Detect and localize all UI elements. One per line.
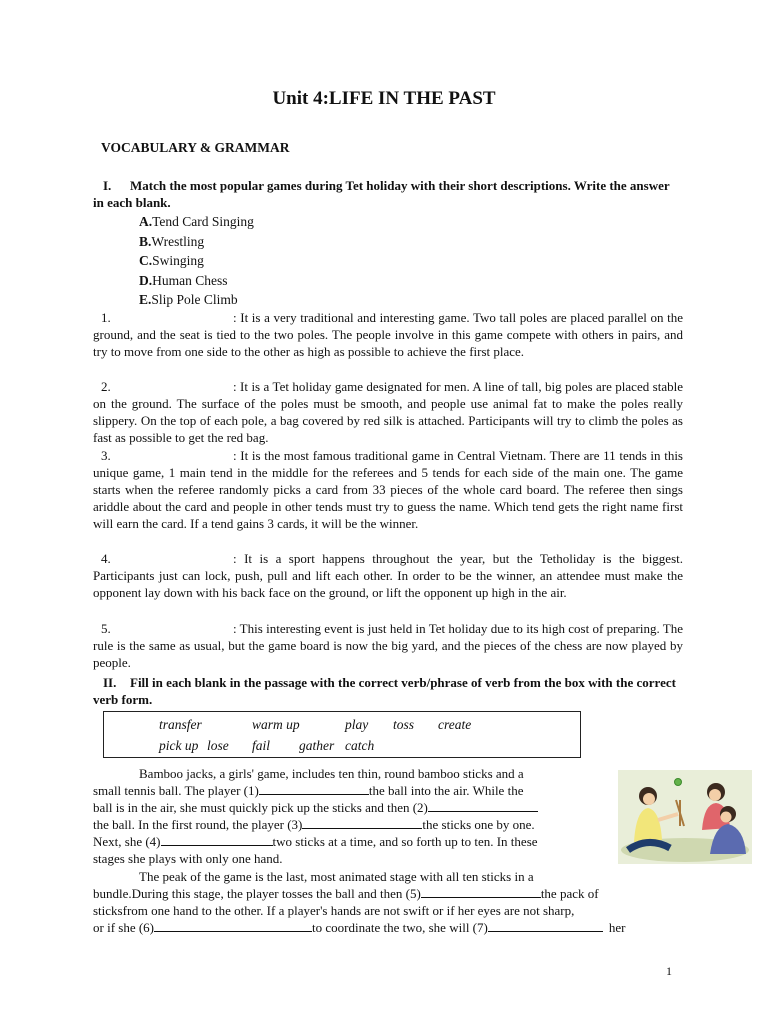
passage-line: stages she plays with only one hand.	[93, 851, 283, 866]
passage-text: her	[608, 920, 626, 935]
exercise-2-instruction	[93, 674, 683, 708]
item-number: 3.	[101, 448, 111, 463]
passage-line: sticksfrom one hand to the other. If a player's hands are not swift or if her eyes are not sharp,	[93, 903, 575, 918]
word-option: play	[345, 717, 369, 732]
passage-line	[93, 885, 683, 902]
passage-text: or if she (6)	[93, 920, 155, 935]
description-item	[93, 309, 683, 360]
item-text: : It is a very traditional and interesting game. Two tall poles are placed parallel on the ground, and the seat is tied to the two poles. The people involve in this game compete with others in pairs, and try to move from one side to the other as high as possible to achieve the first place.	[93, 310, 683, 359]
passage-text: the ball. In the first round, the player (3)	[93, 817, 303, 832]
option-item	[139, 290, 254, 310]
option-letter: E.	[139, 292, 152, 307]
option-letter: D.	[139, 272, 153, 288]
option-letter: C.	[139, 253, 153, 268]
word-option: warm up	[252, 717, 300, 732]
option-item	[139, 232, 254, 252]
passage-line	[93, 919, 683, 936]
section-heading: VOCABULARY & GRAMMAR	[101, 140, 290, 155]
item-text: : It is a sport happens throughout the year, but the Tetholiday is the biggest. Participants just can lock, push, pull and lift each other. In order to be the winner, an attendee must make the opponent lay down with his back face on the ground, or lift the opponent up high in the air.	[93, 551, 683, 600]
passage-text: two sticks at a time, and so forth up to ten. In these	[272, 834, 538, 849]
word-option: create	[438, 717, 472, 732]
passage-text: ball is in the air, she must quickly pick up the sticks and then (2)	[93, 800, 428, 815]
word-box	[103, 711, 581, 758]
option-text: Human Chess	[152, 272, 228, 288]
option-text: Tend Card Singing	[152, 214, 254, 229]
word-option: transfer	[159, 717, 202, 732]
answer-blank-6[interactable]	[154, 919, 312, 932]
description-item	[93, 620, 683, 671]
option-item	[139, 251, 254, 271]
word-option: lose	[207, 738, 229, 753]
item-text: : It is the most famous traditional game in Central Vietnam. There are 11 tends in this unique game, 1 main tend in the middle for the referees and 5 tends for each side of the main one. The game starts when the referee randomly picks a card from 33 pieces of the whole card board. The referee then sings ariddle about the card and people in other tends must try to guess the name. Which tend gets the right name first will earn the card. If a tend gains 3 cards, it will be the winner.	[93, 448, 683, 531]
item-number: 4.	[101, 551, 111, 566]
description-item	[93, 550, 683, 601]
word-option: pick up	[159, 738, 199, 753]
answer-blank-1[interactable]	[259, 782, 369, 795]
passage-line	[93, 833, 613, 850]
option-letter: A.	[139, 214, 153, 229]
exercise-number: II.	[103, 675, 117, 690]
item-number: 5.	[101, 621, 111, 636]
passage-line: The peak of the game is the last, most animated stage with all ten sticks in a	[139, 869, 534, 884]
option-item	[139, 271, 254, 291]
options-list	[139, 212, 254, 310]
answer-blank-3[interactable]	[302, 816, 422, 829]
item-number: 1.	[101, 310, 111, 325]
option-text: Slip Pole Climb	[151, 292, 238, 307]
passage-text: to coordinate the two, she will (7)	[312, 920, 488, 935]
passage-line	[93, 782, 613, 799]
passage-line	[93, 799, 613, 816]
instruction-text: Fill in each blank in the passage with the correct verb/phrase of verb from the box with the correct verb form.	[93, 675, 676, 707]
description-item	[93, 378, 683, 446]
passage-text: the sticks one by one.	[422, 817, 535, 832]
exercise-1-instruction	[93, 177, 683, 211]
passage-line	[93, 816, 613, 833]
word-option: toss	[393, 717, 415, 732]
answer-blank-4[interactable]	[161, 833, 273, 846]
description-item	[93, 447, 683, 532]
option-text: Wrestling	[151, 233, 205, 249]
word-option: gather	[299, 738, 335, 753]
passage-text: bundle.During this stage, the player tosses the ball and then (5)	[93, 886, 421, 901]
ball	[675, 779, 682, 786]
word-option: catch	[345, 738, 375, 753]
bamboo-jacks-illustration	[618, 770, 752, 864]
exercise-number: I.	[103, 178, 112, 193]
option-text: Swinging	[152, 253, 204, 268]
item-number: 2.	[101, 379, 111, 394]
page-title: Unit 4:LIFE IN THE PAST	[272, 88, 496, 109]
instruction-text: Match the most popular games during Tet holiday with their short descriptions. Write the answer in each blank.	[93, 178, 670, 210]
passage-text: small tennis ball. The player (1)	[93, 783, 259, 798]
passage-text: the ball into the air. While the	[368, 783, 524, 798]
answer-blank-2[interactable]	[428, 799, 538, 812]
answer-blank-7[interactable]	[488, 919, 603, 932]
item-text: : It is a Tet holiday game designated for men. A line of tall, big poles are placed stable on the ground. The surface of the poles must be smooth, and people use animal fat to make the poles really slippery. On the top of each pole, a bag covered by red silk is attached. Participants will try to climb the poles as fast as possible to get the red bag.	[93, 379, 683, 445]
passage-text: the pack of	[540, 886, 599, 901]
passage-line: Bamboo jacks, a girls' game, includes ten thin, round bamboo sticks and a	[139, 766, 524, 781]
word-option: fail	[252, 738, 271, 753]
answer-blank-5[interactable]	[421, 885, 541, 898]
page-number: 1	[666, 964, 672, 978]
item-text: : This interesting event is just held in Tet holiday due to its high cost of preparing. The rule is the same as usual, but the game board is now the big yard, and the pieces of the chess are now played by people.	[93, 621, 683, 670]
option-item	[139, 212, 254, 232]
option-letter: B.	[139, 233, 152, 249]
passage-text: Next, she (4)	[93, 834, 161, 849]
